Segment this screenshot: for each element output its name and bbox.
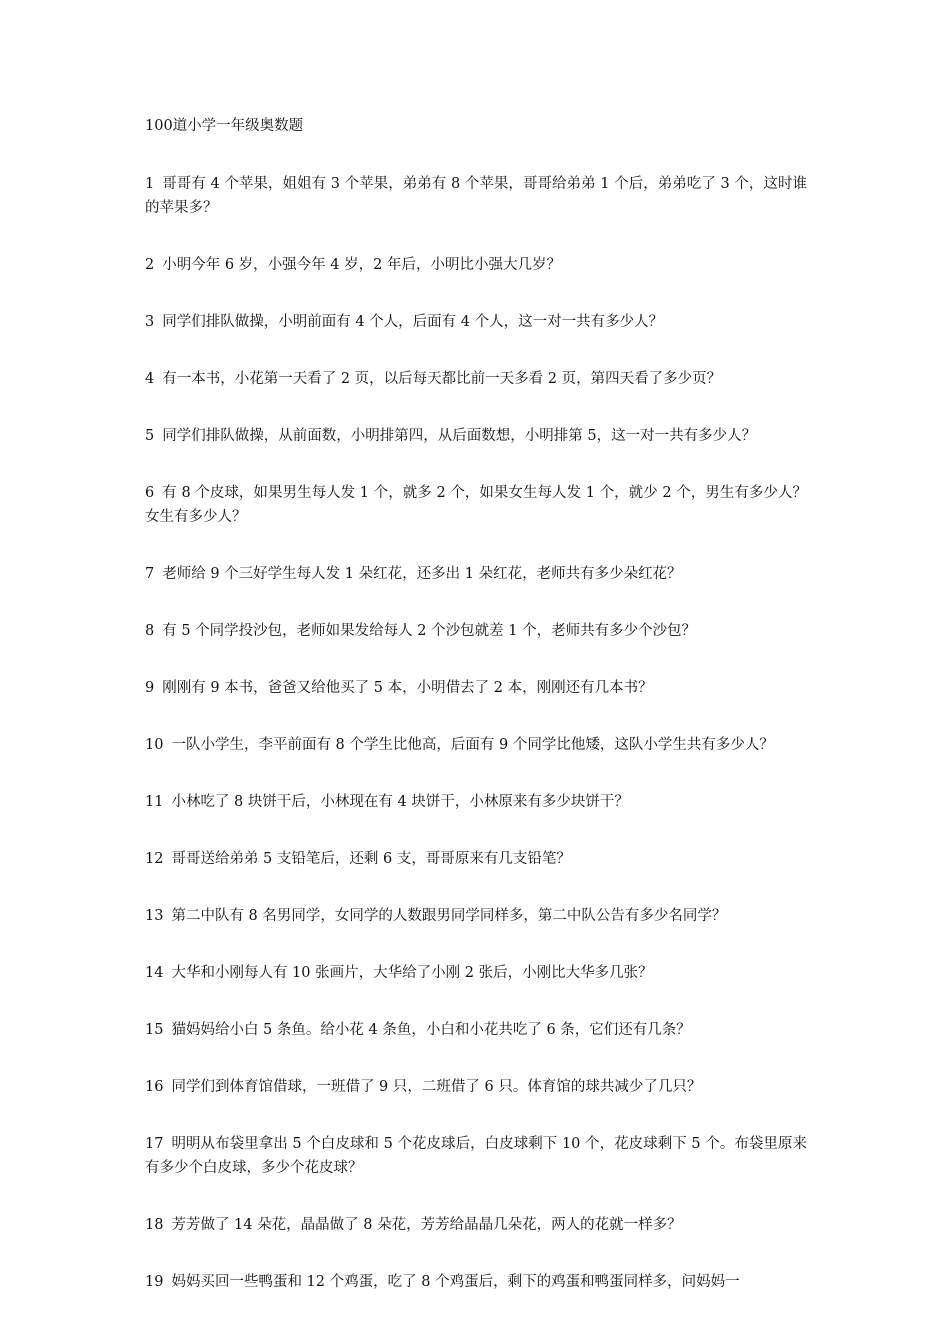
problem-text: 哥哥有 4 个苹果，姐姐有 3 个苹果，弟弟有 8 个苹果，哥哥给弟弟 1 个后，弟弟吃了 3 个，这时谁的苹果多？ <box>145 176 807 216</box>
document-title: 100道小学一年级奥数题 <box>145 118 304 134</box>
problem-12 <box>145 847 807 871</box>
problem-text: 有 8 个皮球，如果男生每人发 1 个，就多 2 个，如果女生每人发 1 个，就少 2 个，男生有多少人？女生有多少人？ <box>145 485 807 525</box>
problem-text: 第二中队有 8 名男同学，女同学的人数跟男同学同样多，第二中队公告有多少名同学？ <box>171 908 727 924</box>
problem-18 <box>145 1213 807 1237</box>
problem-number: 14 <box>145 965 164 981</box>
problem-number: 6 <box>145 485 155 501</box>
problem-number: 8 <box>145 623 155 639</box>
problem-number: 15 <box>145 1022 164 1038</box>
problem-number: 19 <box>145 1274 164 1290</box>
problem-text: 刚刚有 9 本书，爸爸又给他买了 5 本，小明借去了 2 本，刚刚还有几本书？ <box>162 680 653 696</box>
problem-text: 一队小学生，李平前面有 8 个学生比他高，后面有 9 个同学比他矮，这队小学生共有多少人？ <box>171 737 774 753</box>
problem-number: 18 <box>145 1217 164 1233</box>
document-page <box>145 114 807 1327</box>
problem-text: 猫妈妈给小白 5 条鱼。给小花 4 条鱼，小白和小花共吃了 6 条，它们还有几条？ <box>171 1022 691 1038</box>
problem-8 <box>145 619 807 643</box>
problem-14 <box>145 961 807 985</box>
problem-10 <box>145 733 807 757</box>
problem-number: 9 <box>145 680 155 696</box>
problem-16 <box>145 1075 807 1099</box>
problem-text: 有 5 个同学投沙包，老师如果发给每人 2 个沙包就差 1 个，老师共有多少个沙包？ <box>162 623 697 639</box>
problem-number: 1 <box>145 176 155 192</box>
problem-number: 13 <box>145 908 164 924</box>
problem-number: 3 <box>145 314 155 330</box>
problem-2 <box>145 253 807 277</box>
problem-text: 老师给 9 个三好学生每人发 1 朵红花，还多出 1 朵红花，老师共有多少朵红花？ <box>162 566 682 582</box>
problem-text: 哥哥送给弟弟 5 支铅笔后，还剩 6 支，哥哥原来有几支铅笔？ <box>171 851 571 867</box>
problem-11 <box>145 790 807 814</box>
problem-number: 2 <box>145 257 155 273</box>
problem-6 <box>145 481 807 529</box>
problem-13 <box>145 904 807 928</box>
problem-19 <box>145 1270 807 1294</box>
problem-text: 有一本书，小花第一天看了 2 页，以后每天都比前一天多看 2 页，第四天看了多少页？ <box>162 371 722 387</box>
problem-3 <box>145 310 807 334</box>
problem-number: 16 <box>145 1079 164 1095</box>
problem-text: 小明今年 6 岁，小强今年 4 岁，2 年后，小明比小强大几岁？ <box>162 257 561 273</box>
problem-17 <box>145 1132 807 1180</box>
problem-number: 5 <box>145 428 155 444</box>
problem-number: 7 <box>145 566 155 582</box>
problem-number: 11 <box>145 794 164 810</box>
problem-4 <box>145 367 807 391</box>
problem-text: 大华和小刚每人有 10 张画片，大华给了小刚 2 张后，小刚比大华多几张？ <box>171 965 653 981</box>
problem-15 <box>145 1018 807 1042</box>
problem-text: 明明从布袋里拿出 5 个白皮球和 5 个花皮球后，白皮球剩下 10 个，花皮球剩下 5 个。布袋里原来有多少个白皮球，多少个花皮球？ <box>145 1136 807 1176</box>
problem-text: 同学们排队做操，小明前面有 4 个人，后面有 4 个人，这一对一共有多少人？ <box>162 314 664 330</box>
problem-7 <box>145 562 807 586</box>
problem-9 <box>145 676 807 700</box>
problem-text: 芳芳做了 14 朵花，晶晶做了 8 朵花，芳芳给晶晶几朵花，两人的花就一样多？ <box>171 1217 682 1233</box>
problem-text: 妈妈买回一些鸭蛋和 12 个鸡蛋，吃了 8 个鸡蛋后，剩下的鸡蛋和鸭蛋同样多，问妈妈一 <box>171 1274 740 1290</box>
problem-number: 10 <box>145 737 164 753</box>
problem-number: 17 <box>145 1136 164 1152</box>
problem-1 <box>145 172 807 220</box>
problem-number: 4 <box>145 371 155 387</box>
problem-text: 小林吃了 8 块饼干后，小林现在有 4 块饼干，小林原来有多少块饼干？ <box>171 794 629 810</box>
problem-number: 12 <box>145 851 164 867</box>
problem-text: 同学们到体育馆借球，一班借了 9 只，二班借了 6 只。体育馆的球共减少了几只？ <box>171 1079 702 1095</box>
problem-text: 同学们排队做操，从前面数，小明排第四，从后面数想，小明排第 5，这一对一共有多少人？ <box>162 428 757 444</box>
problem-5 <box>145 424 807 448</box>
